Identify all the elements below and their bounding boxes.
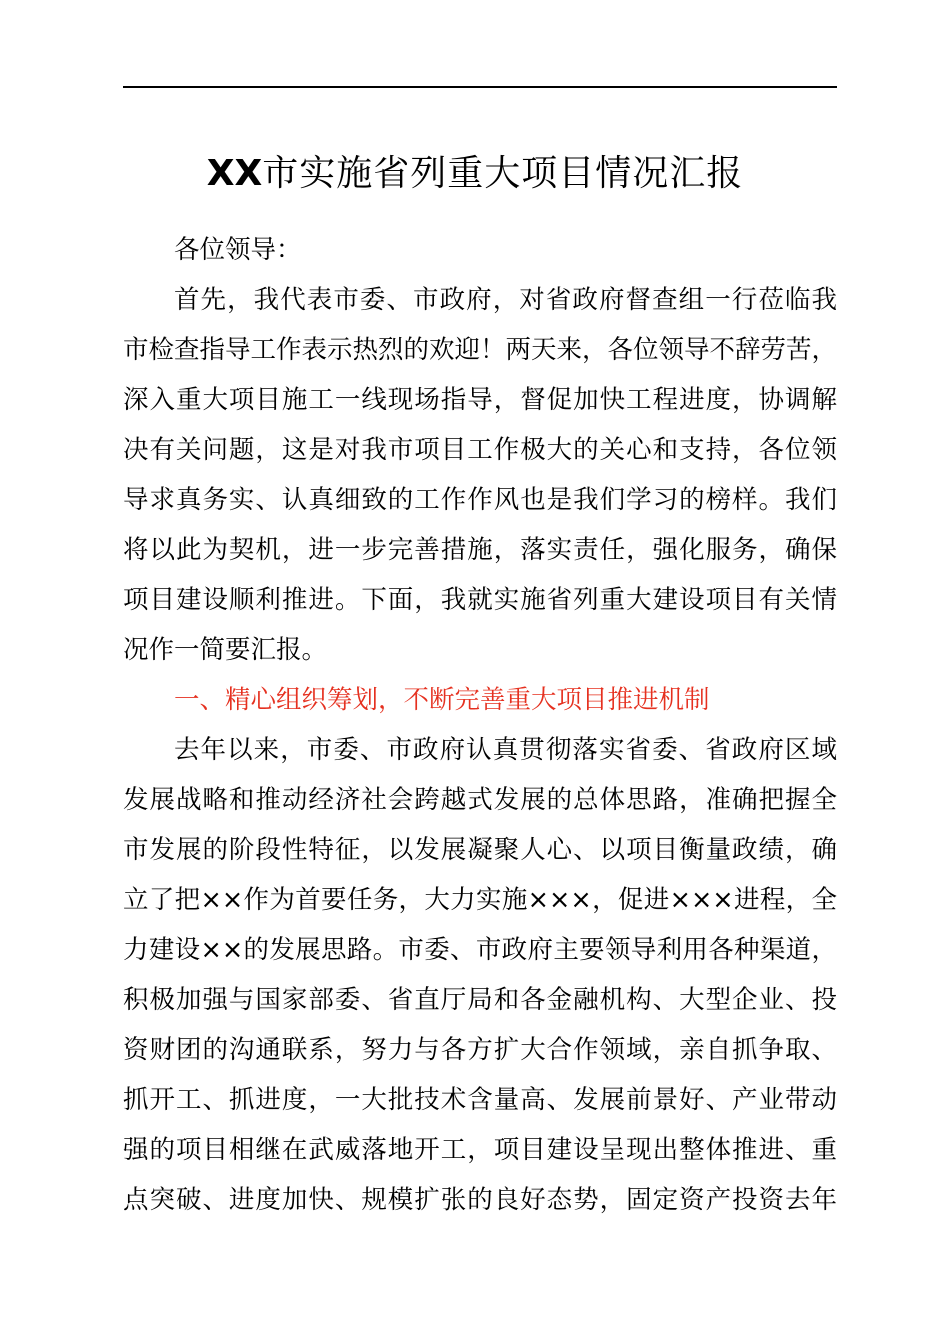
paragraph-line: 资财团的沟通联系，努力与各方扩大合作领域，亲自抓争取、 — [123, 1035, 837, 1065]
section-heading: 一、精心组织筹划，不断完善重大项目推进机制 — [174, 685, 710, 715]
title-prefix: XX — [206, 153, 263, 194]
header-rule — [123, 86, 837, 88]
paragraph-line: 积极加强与国家部委、省直厅局和各金融机构、大型企业、投 — [123, 985, 837, 1015]
document-body — [123, 225, 837, 1225]
paragraph-line: 抓开工、抓进度，一大批技术含量高、发展前景好、产业带动 — [123, 1085, 837, 1115]
paragraph-line: 将以此为契机，进一步完善措施，落实责任，强化服务，确保 — [123, 535, 837, 565]
title-main: 市实施省列重大项目情况汇报 — [262, 153, 744, 194]
greeting: 各位领导： — [174, 235, 302, 265]
paragraph-line: 项目建设顺利推进。下面，我就实施省列重大建设项目有关情 — [123, 585, 837, 615]
paragraph-line: 点突破、进度加快、规模扩张的良好态势，固定资产投资去年 — [123, 1185, 837, 1215]
paragraph-line: 深入重大项目施工一线现场指导，督促加快工程进度，协调解 — [123, 385, 837, 415]
paragraph-line: 况作一简要汇报。 — [123, 635, 328, 665]
paragraph-1 — [123, 275, 837, 675]
paragraph-line: 强的项目相继在武威落地开工，项目建设呈现出整体推进、重 — [123, 1135, 837, 1165]
paragraph-line: 决有关问题，这是对我市项目工作极大的关心和支持，各位领 — [123, 435, 837, 465]
paragraph-line: 力建设××的发展思路。市委、市政府主要领导利用各种渠道， — [123, 935, 837, 965]
paragraph-line: 市发展的阶段性特征，以发展凝聚人心、以项目衡量政绩，确 — [123, 835, 837, 865]
page-title — [0, 148, 950, 200]
paragraph-line: 首先，我代表市委、市政府，对省政府督查组一行莅临我 — [174, 285, 837, 315]
paragraph-2 — [123, 725, 837, 1225]
paragraph-line: 立了把××作为首要任务，大力实施×××，促进×××进程，全 — [123, 885, 837, 915]
paragraph-line: 发展战略和推动经济社会跨越式发展的总体思路，准确把握全 — [123, 785, 837, 815]
paragraph-line: 导求真务实、认真细致的工作作风也是我们学习的榜样。我们 — [123, 485, 837, 515]
paragraph-line: 去年以来，市委、市政府认真贯彻落实省委、省政府区域 — [174, 735, 837, 765]
paragraph-line: 市检查指导工作表示热烈的欢迎！两天来，各位领导不辞劳苦， — [123, 335, 838, 365]
